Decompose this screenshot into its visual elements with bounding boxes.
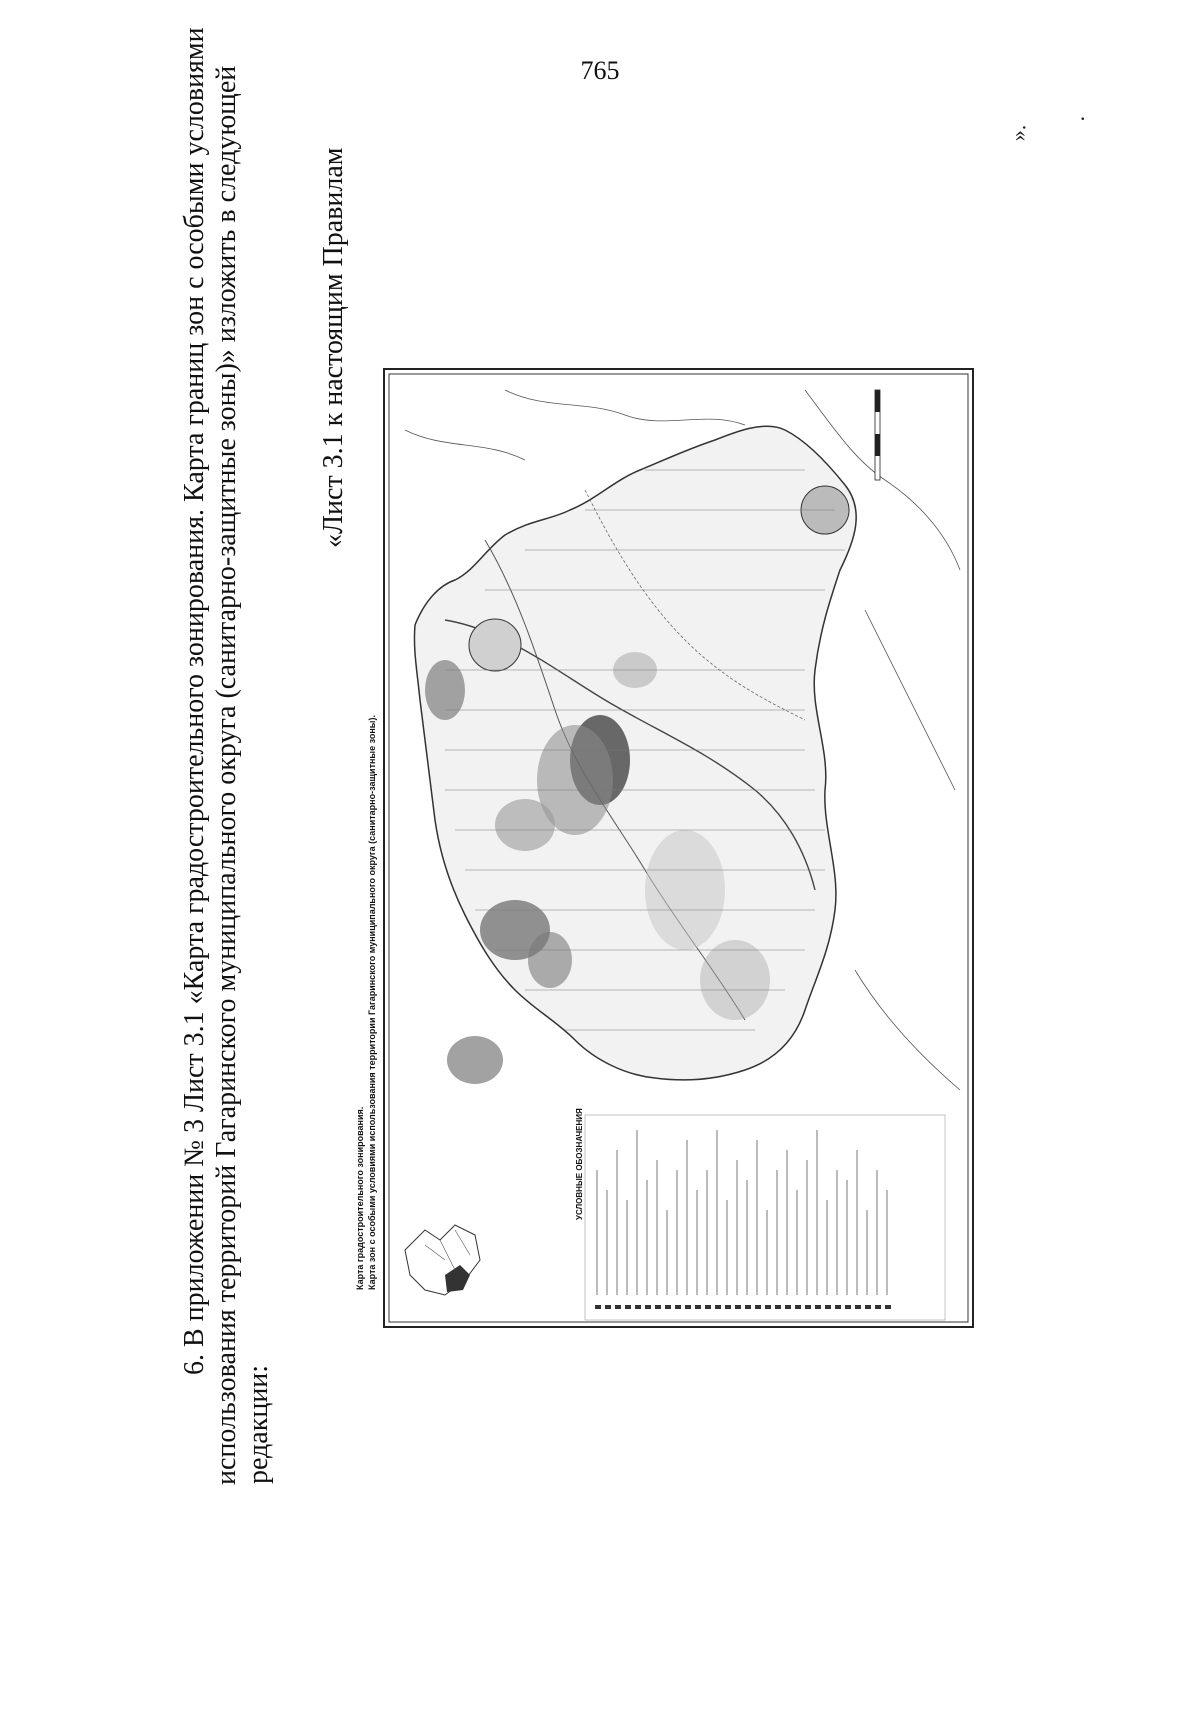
inset-locator-map xyxy=(405,1225,480,1295)
map-title-line-2: Карта зон с особыми условиями использования территории Гагаринского муниципального округа (санитарно-защитные зоны). xyxy=(367,715,377,1290)
map-graphic xyxy=(385,370,972,1326)
page-number: 765 xyxy=(580,56,620,85)
paragraph-line-2: использования территорий Гагаринского муниципального округа (санитарно-защитные зоны)» изложить в следующей xyxy=(211,65,242,1485)
paragraph-line-3: редакции: xyxy=(243,1364,274,1484)
territory-outline xyxy=(414,426,856,1080)
legend-title: УСЛОВНЫЕ ОБОЗНАЧЕНИЯ xyxy=(575,1108,584,1220)
scale-bar xyxy=(875,390,880,480)
zoning-map xyxy=(355,368,974,1328)
map-title-line-1: Карта градостроительного зонирования. xyxy=(355,1106,365,1290)
stray-mark: . xyxy=(1080,100,1086,125)
sheet-label: «Лист 3.1 к настоящим Правилам xyxy=(318,147,349,548)
map-legend xyxy=(585,1115,945,1320)
paragraph-line-1: 6. В приложении № 3 Лист 3.1 «Карта градостроительного зонирования. Карта границ зон с особыми условиями xyxy=(179,27,210,1375)
closing-mark: ». xyxy=(1005,124,1031,142)
